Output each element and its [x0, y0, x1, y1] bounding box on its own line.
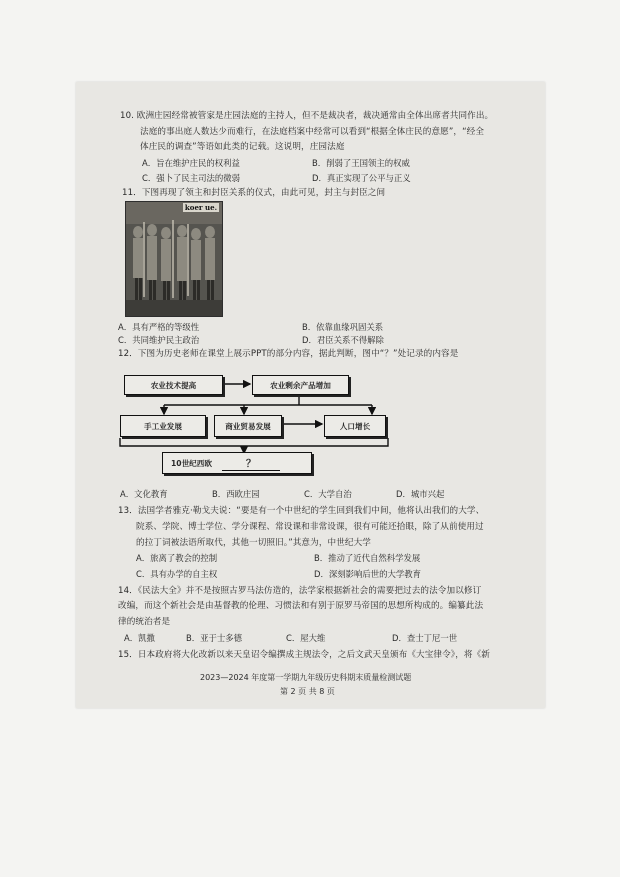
flow-box-10th-century-label: 10世纪西欧: [171, 458, 212, 468]
q13-line3: 的拉丁词被法语所取代，其他一切照旧。”其意为，中世纪大学: [136, 538, 371, 548]
q10-line3: 体庄民的调查”等语如此类的记载。这说明，庄园法庭: [140, 142, 345, 152]
answer-blank: ？: [222, 455, 280, 471]
q13-option-c: C．具有办学的自主权: [136, 569, 218, 579]
q14-option-a: A．凯撒: [124, 633, 155, 643]
q15-line1: 15．日本政府将大化改新以来天皇诏令编撰成主规法令，之后文武天皇颁布《大宝律令》，将《新: [118, 650, 490, 660]
q13-line2: 院系、学院、博士学位、学分课程、常设课和非常设课，很有可能还拾眼，除了从前使用过: [136, 522, 484, 532]
q14-option-c: C．屋大维: [286, 633, 326, 643]
q11-stem: 11．下图再现了领主和封臣关系的仪式，由此可见，封主与封臣之间: [122, 188, 386, 198]
flow-box-handicraft: 手工业发展: [120, 415, 206, 437]
q10-option-d: D．真正实现了公平与正义: [312, 173, 411, 183]
q10-line1: 10. 欧洲庄园经常被管家是庄园法庭的主持人，但不是裁决者，裁决通常由全体出席者共同作出。: [120, 111, 494, 121]
q14-line1: 14．《民法大全》并不是按照古罗马法仿造的，法学家根据新社会的需要把过去的法令加以修订: [118, 586, 482, 596]
q13-line1: 13．法国学者雅克·勒戈夫说：“要是有一个中世纪的学生回到我们中间，他将认出我们的大学、: [118, 506, 485, 516]
photo-caption: koer ue.: [184, 203, 217, 212]
q14-line3: 律的统治者是: [118, 617, 171, 627]
q10-line2: 法庭的事出庭人数达少而难行，在法庭档案中经常可以看到“根据全体庄民的意愿”，“经全: [140, 127, 485, 137]
q11-option-c: C．共同维护民主政治: [118, 335, 200, 345]
flow-box-population: 人口增长: [324, 415, 386, 437]
q12-option-b: B．西欧庄园: [212, 489, 260, 499]
q13-option-d: D．深刻影响后世的大学教育: [314, 569, 421, 579]
q12-stem: 12．下图为历史老师在课堂上展示PPT的部分内容，据此判断，图中“？”处记录的内容是: [118, 349, 459, 359]
q10-option-b: B．削弱了王国领主的权威: [312, 158, 410, 168]
flow-box-commerce: 商业贸易发展: [214, 415, 282, 437]
q13-option-a: A．旅离了教会的控制: [136, 553, 218, 563]
q12-option-a: A．文化教育: [120, 489, 168, 499]
footer-page-number: 第 2 页 共 8 页: [280, 687, 335, 696]
flow-box-10th-century: [162, 452, 312, 474]
q14-line2: 改编，而这个新社会是由基督教的伦理、习惯法和有别于原罗马帝国的思想所构成的。编纂此法: [118, 601, 484, 611]
q10-option-c: C．强卜了民主司法的微弱: [142, 173, 240, 183]
flow-box-agri-surplus: 农业剩余产品增加: [252, 375, 349, 395]
footer-exam-title: 2023—2024 年度第一学期九年级历史科期末质量检测试题: [200, 673, 412, 682]
flow-box-agri-tech: 农业技术提高: [124, 375, 223, 395]
q12-option-d: D．城市兴起: [396, 489, 445, 499]
q11-option-d: D．君臣关系不得解除: [302, 335, 384, 345]
q14-option-b: B．亚于士多德: [186, 633, 242, 643]
q13-option-b: B．推动了近代自然科学发展: [314, 553, 421, 563]
q12-option-c: C．大学自治: [304, 489, 352, 499]
q14-option-d: D．查士丁尼一世: [392, 633, 458, 643]
q10-option-a: A．旨在维护庄民的权利益: [142, 158, 240, 168]
q11-option-b: B．依靠血缘巩固关系: [302, 322, 384, 332]
q11-option-a: A．具有严格的等级性: [118, 322, 200, 332]
